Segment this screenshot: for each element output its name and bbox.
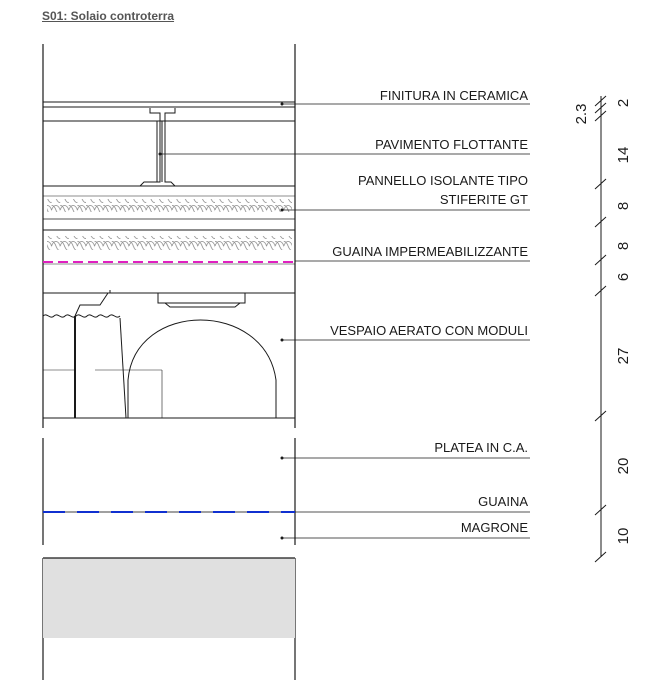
dim-2-3: 2.3 bbox=[573, 103, 590, 125]
label-pannello-isolante-line1: PANNELLO ISOLANTE TIPO bbox=[357, 173, 528, 188]
label-pannello-isolante-line2: STIFERITE GT bbox=[439, 192, 528, 207]
label-guaina: GUAINA bbox=[478, 494, 528, 509]
label-platea: PLATEA IN C.A. bbox=[434, 440, 528, 455]
ceramic-finish-layer bbox=[43, 102, 295, 121]
dim-8-lower: 8 bbox=[615, 241, 632, 251]
dimension-line bbox=[595, 96, 606, 562]
label-pavimento-flottante: PAVIMENTO FLOTTANTE bbox=[375, 137, 528, 152]
label-magrone: MAGRONE bbox=[460, 520, 528, 535]
page-title: S01: Solaio controterra bbox=[42, 9, 175, 23]
dim-6: 6 bbox=[615, 272, 632, 282]
dim-27: 27 bbox=[615, 347, 632, 365]
raised-floor-pedestal bbox=[140, 108, 175, 186]
label-vespaio-aerato: VESPAIO AERATO CON MODULI bbox=[330, 323, 528, 338]
dim-2: 2 bbox=[615, 98, 632, 108]
vented-crawlspace-modules bbox=[43, 290, 295, 418]
waterproof-membrane bbox=[43, 262, 295, 264]
insulation-board-upper bbox=[43, 186, 295, 212]
label-guaina-impermeabilizzante: GUAINA IMPERMEABILIZZANTE bbox=[332, 244, 528, 259]
ground-fill bbox=[43, 558, 295, 638]
dim-8-upper: 8 bbox=[615, 201, 632, 211]
layer-labels bbox=[330, 88, 528, 535]
dim-20: 20 bbox=[615, 457, 632, 475]
dimension-values bbox=[573, 99, 632, 545]
insulation-board-lower bbox=[43, 230, 295, 250]
dim-14: 14 bbox=[615, 146, 632, 164]
dim-10: 10 bbox=[615, 527, 632, 545]
label-finitura-ceramica: FINITURA IN CERAMICA bbox=[379, 88, 528, 103]
